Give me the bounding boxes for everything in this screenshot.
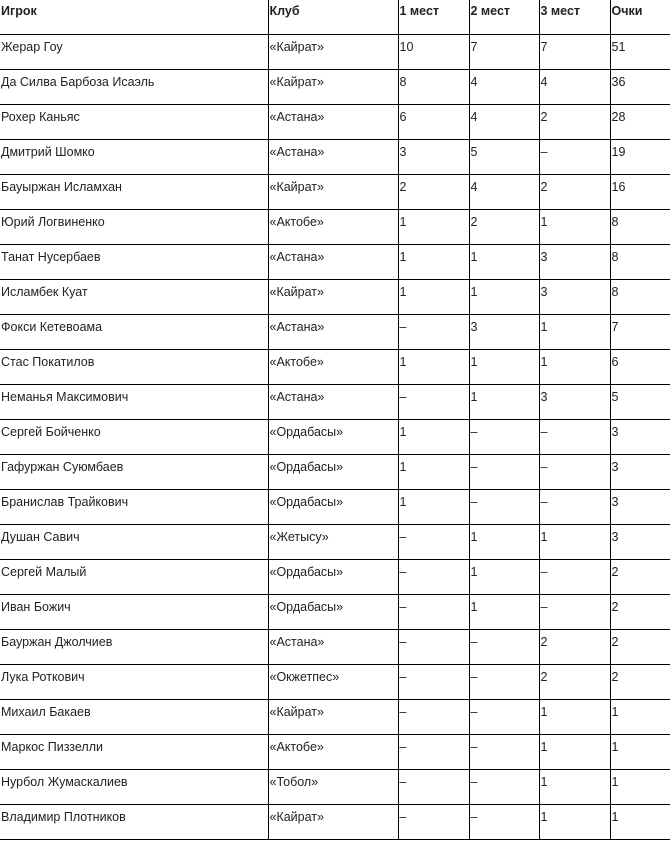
cell-first-place: 1 — [398, 420, 469, 455]
cell-second-place: – — [469, 700, 539, 735]
cell-third-place: – — [539, 420, 610, 455]
cell-points: 3 — [610, 525, 670, 560]
table-row — [0, 525, 670, 560]
cell-points: 8 — [610, 210, 670, 245]
cell-points: 3 — [610, 490, 670, 525]
cell-first-place: – — [398, 385, 469, 420]
header-points: Очки — [610, 0, 670, 35]
cell-player: Сергей Малый — [0, 560, 268, 595]
header-second-place: 2 мест — [469, 0, 539, 35]
cell-player: Юрий Логвиненко — [0, 210, 268, 245]
cell-second-place: 7 — [469, 35, 539, 70]
cell-third-place: 1 — [539, 805, 610, 840]
table-row — [0, 560, 670, 595]
cell-player: Исламбек Куат — [0, 280, 268, 315]
cell-points: 1 — [610, 805, 670, 840]
table-row — [0, 35, 670, 70]
cell-second-place: – — [469, 420, 539, 455]
table-row — [0, 770, 670, 805]
cell-second-place: 1 — [469, 525, 539, 560]
cell-first-place: – — [398, 525, 469, 560]
cell-player: Владимир Плотников — [0, 805, 268, 840]
cell-second-place: – — [469, 630, 539, 665]
cell-player: Рохер Каньяс — [0, 105, 268, 140]
header-third-place: 3 мест — [539, 0, 610, 35]
table-row — [0, 350, 670, 385]
cell-first-place: – — [398, 735, 469, 770]
cell-third-place: 1 — [539, 210, 610, 245]
cell-points: 51 — [610, 35, 670, 70]
table-row — [0, 105, 670, 140]
cell-player: Дмитрий Шомко — [0, 140, 268, 175]
table-row — [0, 735, 670, 770]
cell-first-place: 1 — [398, 280, 469, 315]
cell-third-place: – — [539, 560, 610, 595]
cell-points: 3 — [610, 420, 670, 455]
cell-first-place: – — [398, 770, 469, 805]
cell-club: «Кайрат» — [268, 700, 398, 735]
cell-player: Михаил Бакаев — [0, 700, 268, 735]
cell-player: Лука Роткович — [0, 665, 268, 700]
cell-first-place: 8 — [398, 70, 469, 105]
cell-club: «Астана» — [268, 140, 398, 175]
cell-third-place: 2 — [539, 630, 610, 665]
cell-third-place: – — [539, 140, 610, 175]
cell-club: «Актобе» — [268, 350, 398, 385]
cell-player: Танат Нусербаев — [0, 245, 268, 280]
cell-club: «Ордабасы» — [268, 560, 398, 595]
cell-third-place: 2 — [539, 105, 610, 140]
cell-points: 1 — [610, 770, 670, 805]
cell-player: Душан Савич — [0, 525, 268, 560]
cell-club: «Ордабасы» — [268, 420, 398, 455]
cell-first-place: 3 — [398, 140, 469, 175]
cell-second-place: – — [469, 455, 539, 490]
table-row — [0, 595, 670, 630]
cell-second-place: – — [469, 490, 539, 525]
cell-points: 7 — [610, 315, 670, 350]
cell-first-place: – — [398, 630, 469, 665]
cell-second-place: 3 — [469, 315, 539, 350]
cell-second-place: 2 — [469, 210, 539, 245]
cell-club: «Астана» — [268, 315, 398, 350]
cell-third-place: – — [539, 455, 610, 490]
cell-third-place: 1 — [539, 770, 610, 805]
table-row — [0, 700, 670, 735]
cell-second-place: – — [469, 735, 539, 770]
cell-club: «Актобе» — [268, 735, 398, 770]
cell-first-place: 2 — [398, 175, 469, 210]
cell-third-place: 1 — [539, 700, 610, 735]
cell-third-place: 7 — [539, 35, 610, 70]
cell-first-place: – — [398, 700, 469, 735]
cell-points: 2 — [610, 665, 670, 700]
table-row — [0, 630, 670, 665]
cell-club: «Кайрат» — [268, 70, 398, 105]
cell-first-place: – — [398, 805, 469, 840]
table-row — [0, 665, 670, 700]
cell-points: 3 — [610, 455, 670, 490]
cell-second-place: 5 — [469, 140, 539, 175]
cell-first-place: 6 — [398, 105, 469, 140]
cell-points: 2 — [610, 595, 670, 630]
cell-player: Бауыржан Исламхан — [0, 175, 268, 210]
cell-player: Жерар Гоу — [0, 35, 268, 70]
cell-club: «Астана» — [268, 245, 398, 280]
cell-first-place: 1 — [398, 350, 469, 385]
table-row — [0, 280, 670, 315]
table-row — [0, 175, 670, 210]
cell-first-place: 10 — [398, 35, 469, 70]
cell-third-place: 4 — [539, 70, 610, 105]
cell-points: 8 — [610, 245, 670, 280]
cell-second-place: – — [469, 805, 539, 840]
cell-first-place: 1 — [398, 490, 469, 525]
cell-club: «Кайрат» — [268, 280, 398, 315]
cell-second-place: 1 — [469, 385, 539, 420]
cell-club: «Астана» — [268, 630, 398, 665]
cell-club: «Жетысу» — [268, 525, 398, 560]
table-row — [0, 315, 670, 350]
cell-first-place: 1 — [398, 245, 469, 280]
cell-points: 2 — [610, 630, 670, 665]
cell-points: 1 — [610, 700, 670, 735]
cell-player: Да Силва Барбоза Исаэль — [0, 70, 268, 105]
cell-club: «Кайрат» — [268, 175, 398, 210]
table-body — [0, 35, 670, 840]
cell-player: Маркос Пиззелли — [0, 735, 268, 770]
cell-second-place: 1 — [469, 560, 539, 595]
cell-third-place: 1 — [539, 735, 610, 770]
cell-points: 16 — [610, 175, 670, 210]
cell-points: 8 — [610, 280, 670, 315]
cell-second-place: 1 — [469, 350, 539, 385]
cell-player: Гафуржан Суюмбаев — [0, 455, 268, 490]
cell-third-place: 1 — [539, 315, 610, 350]
cell-club: «Актобе» — [268, 210, 398, 245]
header-player: Игрок — [0, 0, 268, 35]
cell-first-place: – — [398, 560, 469, 595]
cell-first-place: – — [398, 595, 469, 630]
cell-club: «Ордабасы» — [268, 490, 398, 525]
cell-points: 1 — [610, 735, 670, 770]
cell-player: Бранислав Трайкович — [0, 490, 268, 525]
cell-points: 19 — [610, 140, 670, 175]
table-header-row — [0, 0, 670, 35]
cell-second-place: 4 — [469, 175, 539, 210]
cell-third-place: 1 — [539, 350, 610, 385]
table-row — [0, 210, 670, 245]
cell-third-place: – — [539, 595, 610, 630]
cell-first-place: – — [398, 665, 469, 700]
cell-club: «Тобол» — [268, 770, 398, 805]
cell-third-place: – — [539, 490, 610, 525]
cell-player: Бауржан Джолчиев — [0, 630, 268, 665]
cell-club: «Кайрат» — [268, 35, 398, 70]
cell-second-place: – — [469, 665, 539, 700]
cell-second-place: – — [469, 770, 539, 805]
cell-club: «Ордабасы» — [268, 455, 398, 490]
table-row — [0, 245, 670, 280]
cell-first-place: 1 — [398, 210, 469, 245]
cell-first-place: – — [398, 315, 469, 350]
cell-first-place: 1 — [398, 455, 469, 490]
cell-points: 2 — [610, 560, 670, 595]
cell-player: Фокси Кетевоама — [0, 315, 268, 350]
cell-third-place: 3 — [539, 385, 610, 420]
table-row — [0, 420, 670, 455]
cell-third-place: 3 — [539, 280, 610, 315]
table-row — [0, 385, 670, 420]
cell-points: 36 — [610, 70, 670, 105]
cell-points: 28 — [610, 105, 670, 140]
table-row — [0, 805, 670, 840]
cell-third-place: 1 — [539, 525, 610, 560]
cell-player: Нурбол Жумаскалиев — [0, 770, 268, 805]
cell-points: 6 — [610, 350, 670, 385]
cell-third-place: 3 — [539, 245, 610, 280]
cell-third-place: 2 — [539, 665, 610, 700]
cell-second-place: 4 — [469, 70, 539, 105]
cell-points: 5 — [610, 385, 670, 420]
table-row — [0, 455, 670, 490]
cell-third-place: 2 — [539, 175, 610, 210]
table-row — [0, 70, 670, 105]
cell-club: «Окжетпес» — [268, 665, 398, 700]
cell-player: Иван Божич — [0, 595, 268, 630]
cell-player: Неманья Максимович — [0, 385, 268, 420]
header-club: Клуб — [268, 0, 398, 35]
cell-club: «Астана» — [268, 385, 398, 420]
cell-club: «Ордабасы» — [268, 595, 398, 630]
table-row — [0, 490, 670, 525]
cell-player: Сергей Бойченко — [0, 420, 268, 455]
cell-second-place: 4 — [469, 105, 539, 140]
cell-second-place: 1 — [469, 245, 539, 280]
cell-club: «Кайрат» — [268, 805, 398, 840]
cell-club: «Астана» — [268, 105, 398, 140]
header-first-place: 1 мест — [398, 0, 469, 35]
table-row — [0, 140, 670, 175]
cell-second-place: 1 — [469, 595, 539, 630]
cell-player: Стас Покатилов — [0, 350, 268, 385]
cell-second-place: 1 — [469, 280, 539, 315]
